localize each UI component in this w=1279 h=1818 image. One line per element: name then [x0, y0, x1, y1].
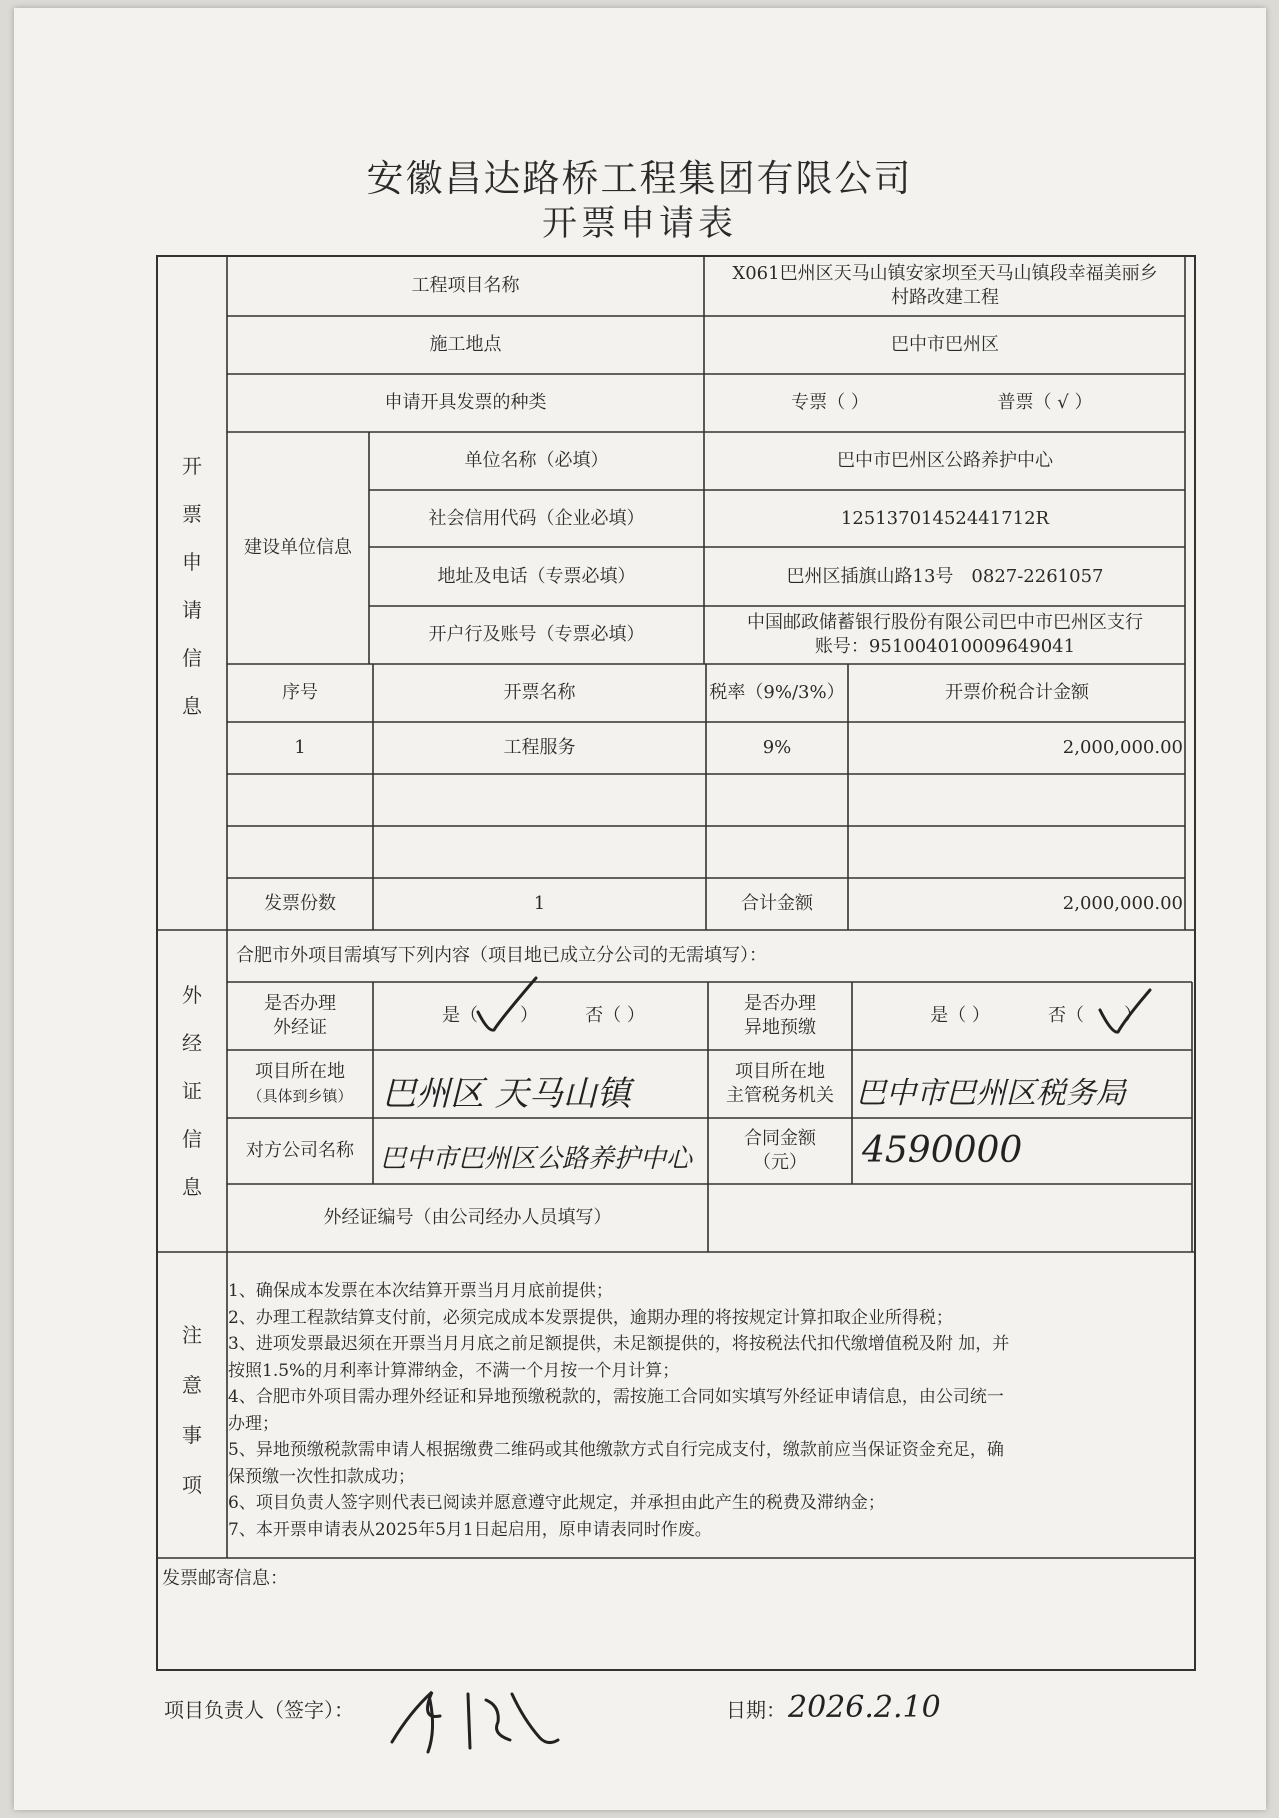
counterparty-label: 对方公司名称: [246, 1140, 354, 1161]
mailing-label: 发票邮寄信息：: [162, 1568, 288, 1589]
col-header-amount: 开票价税合计金额: [945, 682, 1089, 703]
address-value: 巴州区插旗山路13号 0827-2261057: [786, 565, 1104, 587]
section-label-invoice-info: 开 票 申 请 信 息: [182, 454, 202, 718]
note-line: 1、确保成本发票在本次结算开票当月月底前提供；: [228, 1281, 613, 1301]
table-cell-seq: 1: [294, 737, 306, 758]
note-line: 3、进项发票最迟须在开票当月月底之前足额提供，未足额提供的，将按税法代扣代缴增值税及附 加，并: [228, 1334, 1010, 1354]
col-header-seq: 序号: [282, 682, 318, 703]
note-line: 2、办理工程款结算支付前，必须完成成本发票提供，逾期办理的将按规定计算扣取企业所得税；: [228, 1307, 953, 1328]
site-label: 施工地点: [429, 334, 502, 355]
note-line: 按照1.5%的月利率计算滞纳金，不满一个月按一个月计算；: [228, 1360, 680, 1381]
table-cell-name: 工程服务: [503, 737, 576, 758]
note-line: 4、合肥市外项目需办理外经证和异地预缴税款的，需按施工合同如实填写外经证申请信息，由公司统一: [228, 1387, 1004, 1407]
bank-value: 中国邮政储蓄银行股份有限公司巴中市巴州区支行 账号：951004010009649041: [747, 612, 1143, 657]
project-name-value: X061巴州区天马山镇安家坝至天马山镇段幸福美丽乡 村路改建工程: [732, 263, 1158, 308]
credit-code-label: 社会信用代码（企业必填）: [428, 507, 645, 529]
section-label-outbound-info: 外 经 证 信 息: [182, 983, 202, 1199]
col-header-name: 开票名称: [503, 682, 576, 703]
prepay-label: 是否办理 异地预缴: [744, 993, 816, 1038]
handle-cert-label: 是否办理 外经证: [264, 993, 336, 1038]
builder-info-label: 建设单位信息: [244, 537, 352, 558]
signature-label: 项目负责人（签字）：: [164, 1698, 354, 1722]
handle-cert-no: 否（ ）: [585, 1005, 645, 1026]
unit-name-value: 巴中市巴州区公路养护中心: [837, 450, 1053, 471]
date-label: 日期：: [726, 1698, 786, 1722]
special-invoice-option: 专票（ ）: [791, 392, 869, 413]
note-line: 7、本开票申请表从2025年5月1日起启用，原申请表同时作废。: [228, 1519, 712, 1540]
date-value: 2026.2.10: [788, 1690, 941, 1725]
contract-amount-label: 合同金额 （元）: [744, 1128, 816, 1173]
note-line: 办理；: [228, 1413, 279, 1434]
project-name-label: 工程项目名称: [411, 275, 520, 296]
total-amount-value: 2,000,000.00: [1062, 893, 1183, 914]
company-title: 安徽昌达路桥工程集团有限公司: [366, 157, 913, 200]
counterparty-value: 巴中市巴州区公路养护中心: [380, 1144, 693, 1174]
unit-name-label: 单位名称（必填）: [464, 450, 609, 471]
location-value: 巴州区 天马山镇: [382, 1074, 631, 1114]
outbound-intro: 合肥市外项目需填写下列内容（项目地已成立分公司的无需填写）：: [236, 945, 767, 966]
cert-number-label: 外经证编号（由公司经办人员填写）: [323, 1207, 612, 1228]
total-amount-label: 合计金额: [741, 893, 813, 914]
bank-label: 开户行及账号（专票必填）: [428, 624, 645, 645]
invoice-count-label: 发票份数: [264, 893, 336, 914]
prepay-yes: 是（ ）: [930, 1005, 990, 1026]
col-header-tax-rate: 税率（9%/3%）: [709, 682, 845, 703]
tax-office-value: 巴中市巴州区税务局: [856, 1076, 1126, 1111]
credit-code-value: 12513701452441712R: [840, 507, 1050, 529]
form-title: 开票申请表: [541, 204, 737, 244]
note-line: 保预缴一次性扣款成功；: [228, 1466, 415, 1487]
section-label-notes: 注 意 事 项: [182, 1323, 202, 1497]
note-line: 6、项目负责人签字则代表已阅读并愿意遵守此规定，并承担由此产生的税费及滞纳金；: [228, 1493, 885, 1513]
note-line: 5、异地预缴税款需申请人根据缴费二维码或其他缴款方式自行完成支付，缴款前应当保证资金充足，确: [228, 1440, 1004, 1460]
table-cell-amount: 2,000,000.00: [1062, 737, 1183, 758]
contract-amount-value: 4590000: [862, 1130, 1023, 1171]
location-label: 项目所在地 （具体到乡镇）: [247, 1061, 353, 1105]
handle-cert-yes: 是（ ）: [442, 1005, 538, 1026]
invoice-count-value: 1: [533, 893, 546, 914]
prepay-no: 否（ ）: [1048, 1005, 1142, 1026]
address-label: 地址及电话（专票必填）: [437, 565, 636, 587]
general-invoice-option: 普票（ √ ）: [997, 392, 1093, 413]
table-cell-tax-rate: 9%: [762, 737, 792, 758]
tax-office-label: 项目所在地 主管税务机关: [726, 1061, 834, 1106]
invoice-type-label: 申请开具发票的种类: [384, 392, 547, 413]
site-value: 巴中市巴州区: [891, 334, 999, 355]
